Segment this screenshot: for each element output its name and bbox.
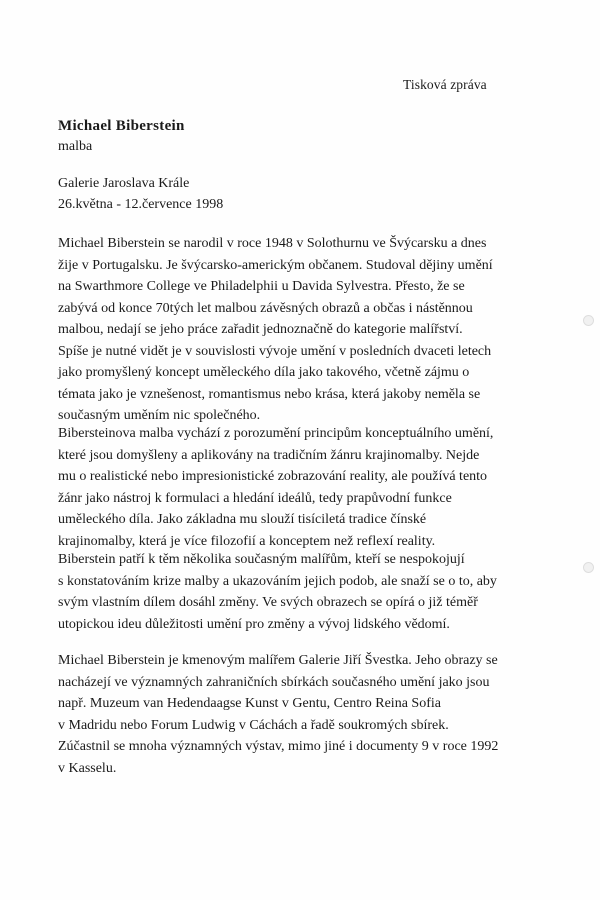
paragraph-biography [58, 233, 548, 427]
paragraph-painting-concept [58, 423, 548, 552]
text-line: současným uměním nic společného. [58, 408, 261, 423]
paragraph-artist-position [58, 549, 548, 635]
text-line: Biberstein patří k těm několika současným malířům, kteří se nespokojují [58, 552, 465, 567]
text-line: uměleckého díla. Jako základna mu slouží tisíciletá tradice čínské [58, 512, 427, 527]
text-line: Spíše je nutné vidět je v souvislosti vývoje umění v posledních dvaceti letech [58, 343, 492, 359]
text-line: malbou, nedají se jeho práce zařadit jednoznačně do kategorie malířství. [58, 322, 463, 337]
medium-label: malba [58, 139, 93, 154]
punch-hole-mark [583, 562, 594, 573]
text-line: nacházejí ve významných zahraničních sbírkách současného umění jako jsou [58, 674, 490, 690]
text-line: v Madridu nebo Forum Ludwig v Cáchách a řadě soukromých sbírek. [58, 717, 449, 733]
artist-name: Michael Biberstein [58, 118, 185, 134]
paragraph-collections [58, 650, 548, 779]
text-line: svým vlastním dílem dosáhl změny. Ve svých obrazech se opírá o již téměř [58, 595, 478, 610]
text-line: jako promyšlený koncept uměleckého díla jako takového, včetně zájmu o [58, 365, 470, 380]
text-line: na Swarthmore College ve Philadelphii u Davida Sylvestra. Přesto, že se [58, 279, 465, 294]
text-line: mu o realistické nebo impresionistické zobrazování reality, ale používá tento [58, 469, 488, 484]
document-type-label: Tisková zpráva [403, 77, 487, 92]
text-line: v Kasselu. [58, 760, 117, 776]
exhibition-dates: 26.května - 12.července 1998 [58, 197, 224, 212]
text-line: žije v Portugalsku. Je švýcarsko-americkým občanem. Studoval dějiny umění [58, 257, 493, 273]
text-line: zabývá od konce 70tých let malbou závěsných obrazů a občas i nástěnnou [58, 300, 473, 316]
text-line: utopickou ideu důležitosti umění pro změny a vývoj lidského vědomí. [58, 616, 450, 632]
punch-hole-mark [583, 315, 594, 326]
text-line: např. Muzeum van Hedendaagse Kunst v Gentu, Centro Reina Sofia [58, 696, 441, 711]
text-line: žánr jako nástroj k formulaci a hledání ideálů, tedy prapůvodní funkce [58, 490, 452, 506]
text-line: krajinomalby, která je více filozofií a konceptem než reflexí reality. [58, 533, 436, 549]
text-line: Bibersteinova malba vychází z porozumění principům konceptuálního umění, [58, 426, 494, 441]
text-line: Zúčastnil se mnoha významných výstav, mimo jiné i documenty 9 v roce 1992 [58, 739, 499, 754]
text-line: které jsou domyšleny a aplikovány na tradičním žánru krajinomalby. Nejde [58, 447, 480, 463]
text-line: Michael Biberstein je kmenovým malířem Galerie Jiří Švestka. Jeho obrazy se [58, 653, 498, 668]
gallery-name: Galerie Jaroslava Krále [58, 176, 190, 191]
text-line: s konstatováním krize malby a ukazováním jejich podob, ale snaží se o to, aby [58, 573, 497, 589]
text-line: Michael Biberstein se narodil v roce 1948 v Solothurnu ve Švýcarsku a dnes [58, 236, 487, 251]
text-line: témata jako je vznešenost, romantismus nebo krása, která jakoby neměla se [58, 386, 481, 402]
